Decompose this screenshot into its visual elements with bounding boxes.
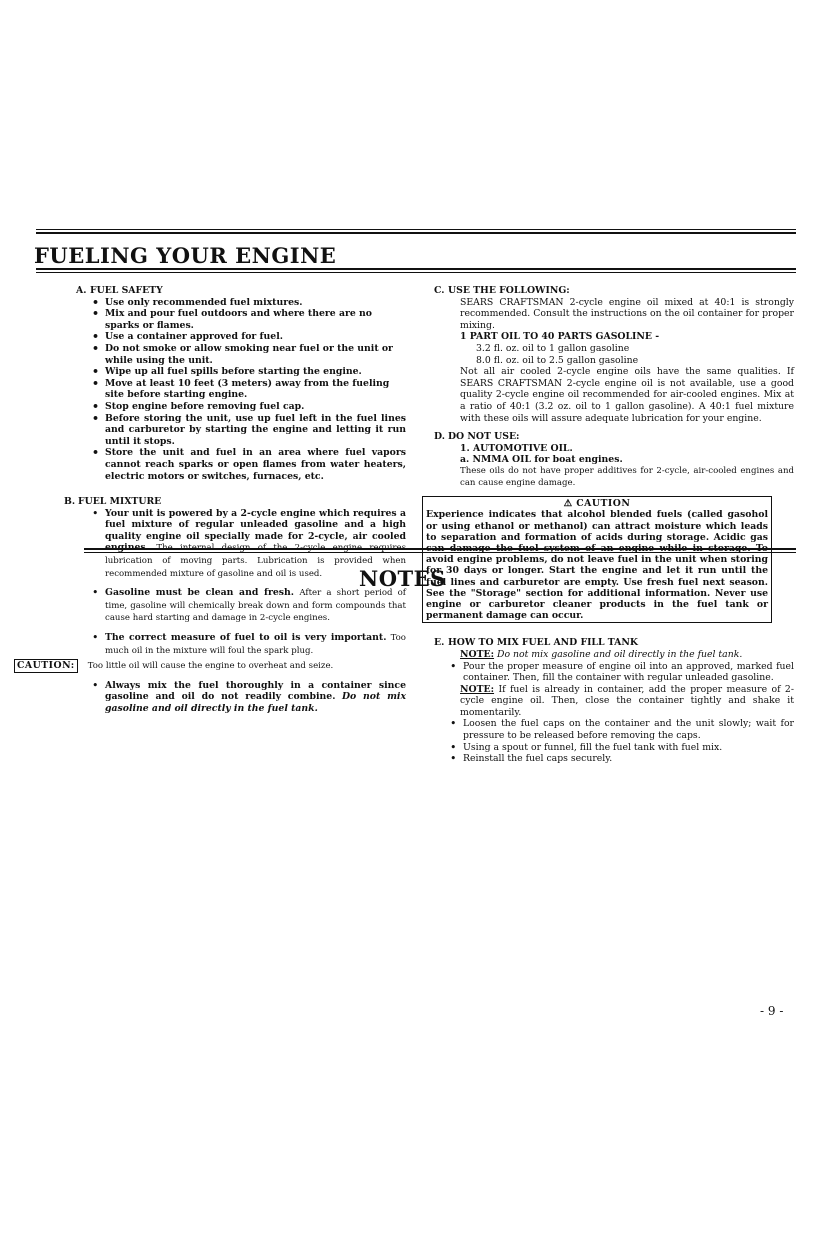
caution-tag: CAUTION:	[14, 659, 78, 673]
notes-top-rule	[84, 548, 796, 550]
page-number: - 9 -	[760, 1004, 784, 1018]
ratio-heading: 1 PART OIL TO 40 PARTS GASOLINE -	[460, 331, 660, 343]
list-item: • Your unit is powered by a 2-cycle engine which requires a fuel mixture of regular unleaded gasoline and a high quality engine oil specially made for 2-cycle, air cooled lubrication of moving parts. Lubrication is provided when recommended mixture of gasoline and oil is used.	[88, 508, 406, 581]
ratio-line: 8.0 fl. oz. oil to 2.5 gallon gasoline	[476, 354, 639, 366]
section-b-heading: B. FUEL MIXTURE	[64, 496, 162, 508]
do-not-use-note: These oils do not have proper additives for 2-cycle, air-cooled engines and can cause engine damage.	[460, 465, 794, 488]
ratio-line: 3.2 fl. oz. oil to 1 gallon gasoline	[476, 342, 630, 354]
list-item: • Reinstall the fuel caps securely.	[446, 753, 794, 765]
list-item: • Move at least 10 feet (3 meters) away from the fueling site before starting engine.	[88, 378, 406, 401]
list-item: • Before storing the unit, use up fuel left in the fuel lines and carburetor by starting the engine and letting it run until it stops.	[88, 413, 406, 448]
list-item: • Gasoline must be clean and fresh. After a short period of time, gasoline will chemically break down and form compounds that cause hard starting and damage in 2-cycle engines.	[88, 587, 406, 625]
list-item: • Use a container approved for fuel.	[88, 331, 406, 343]
list-item: • The correct measure of fuel to oil is very important. Too much oil in the mixture will foul the spark plug.	[88, 632, 406, 657]
caution-box	[422, 496, 772, 623]
notes-top-rule-thin	[84, 552, 796, 553]
do-not-use-item: 1. AUTOMOTIVE OIL.	[460, 442, 573, 454]
note-1: NOTE: Do not mix gasoline and oil directly in the fuel tank.	[460, 648, 743, 660]
fuel-mixture-list-2	[88, 680, 406, 715]
left-column	[17, 285, 406, 715]
do-not-use-item: a. NMMA OIL for boat engines.	[460, 454, 623, 466]
section-d-heading: D. DO NOT USE:	[434, 431, 520, 443]
list-item: • Always mix the fuel thoroughly in a container since gasoline and oil do not readily combine. Do not mix gasoline and oil directly in the fuel tank.	[88, 680, 406, 715]
list-item: • Stop engine before removing fuel cap.	[88, 401, 406, 413]
notes-heading: NOTES	[359, 566, 446, 591]
section-e-heading: E. HOW TO MIX FUEL AND FILL TANK	[434, 637, 638, 649]
title-bottom-rule	[36, 268, 796, 270]
list-item: • Using a spout or funnel, fill the fuel tank with fuel mix.	[446, 742, 794, 754]
list-item: • Mix and pour fuel outdoors and where there are no sparks or flames.	[88, 308, 406, 331]
section-c-para1: SEARS CRAFTSMAN 2-cycle engine oil mixed at 40:1 is strongly recommended. Consult the instructions on the oil container for proper mixing.	[460, 296, 794, 331]
caution-box-text: Experience indicates that alcohol blended fuels (called gasohol or using ethanol or methanol) can attract moisture which leads to separation and formation of acids during storage. Acidic gas avoid engine problems, do not leave fuel in the unit when storing for 30 days or longer. Start the engine and let it run until the fuel lines and carburetor are empty. Use fresh fuel next season. See the "Storage" section for additional information. Never use engine or carburetor cleaner products in the fuel tank or permanent damage can occur.	[426, 509, 768, 622]
title-top-rule-thick	[36, 232, 796, 234]
title-top-rule	[36, 229, 796, 230]
note-2: NOTE: If fuel is already in container, add the proper measure of 2-cycle engine oil. Then, close the container tightly and shake it momentarily.	[460, 683, 794, 718]
section-c-para2: Not all air cooled 2-cycle engine oils have the same qualities. If SEARS CRAFTSMAN 2-cycle engine oil is not available, use a good quality 2-cycle engine oil recommended for air-cooled engines. Mix at a ratio of 40:1 (3.2 oz. oil to 1 gallon gasoline). A 40:1 fuel mixture with these oils will assure adequate lubrication for your engine.	[460, 366, 794, 424]
list-item: • Pour the proper measure of engine oil into an approved, marked fuel container. Then, fill the container with regular unleaded gasoline.	[446, 661, 794, 684]
fuel-safety-list	[88, 297, 406, 483]
mix-fuel-list-2	[446, 718, 794, 764]
list-item: • Do not smoke or allow smoking near fuel or the unit or while using the unit.	[88, 343, 406, 366]
right-column	[426, 285, 794, 765]
list-item: • Use only recommended fuel mixtures.	[88, 297, 406, 309]
list-item: • Store the unit and fuel in an area where fuel vapors cannot reach sparks or open flames from water heaters, electric motors or switches, furnaces, etc.	[88, 447, 406, 482]
caution-box-title: ⚠ CAUTION	[563, 498, 631, 510]
section-c-heading: C. USE THE FOLLOWING:	[434, 285, 570, 296]
page-title: FUELING YOUR ENGINE	[34, 243, 337, 268]
list-item: • Wipe up all fuel spills before starting the engine.	[88, 366, 406, 378]
list-item: • Loosen the fuel caps on the container and the unit slowly; wait for pressure to be released before removing the caps.	[446, 718, 794, 741]
caution-line: CAUTION: Too little oil will cause the engine to overheat and seize.	[88, 659, 406, 673]
title-bottom-rule-thin	[36, 272, 796, 273]
mix-fuel-list	[446, 661, 794, 684]
section-a-heading: A. FUEL SAFETY	[76, 285, 163, 296]
